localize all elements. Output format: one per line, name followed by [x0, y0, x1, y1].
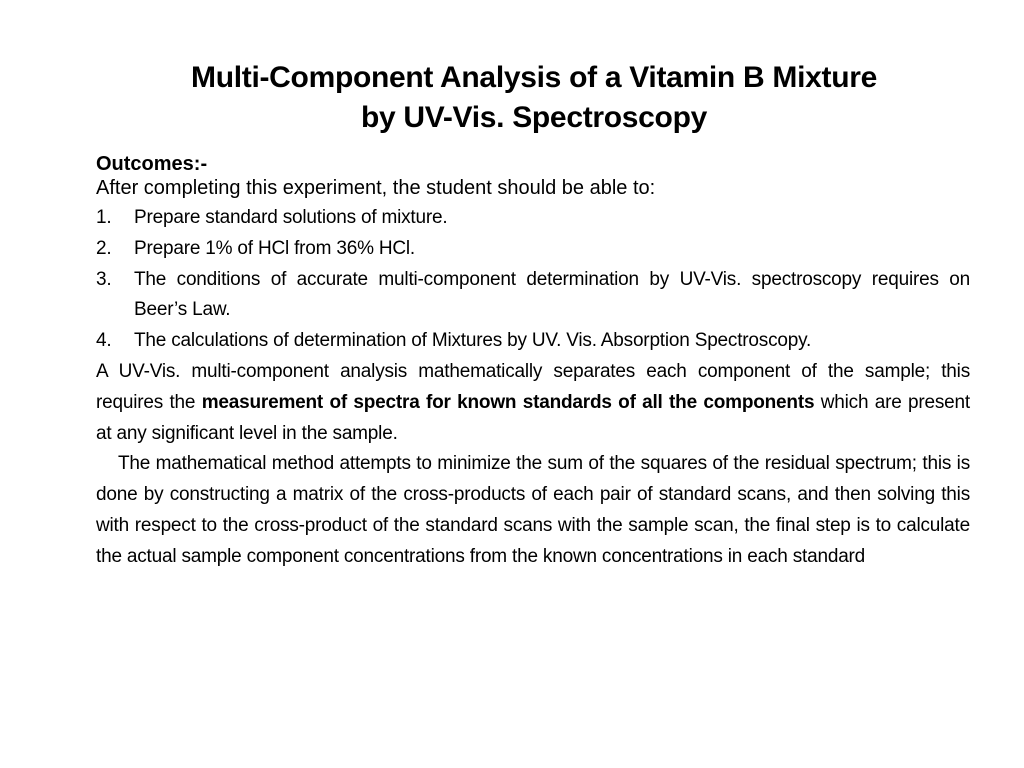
- title-line-1: Multi-Component Analysis of a Vitamin B Mixture: [191, 61, 877, 94]
- list-item-text: Prepare 1% of HCl from 36% HCl.: [134, 237, 416, 259]
- list-item-number: 2.: [96, 237, 112, 259]
- paragraph-text: which are present at any significant level in the sample.: [96, 391, 970, 444]
- paragraph-multicomponent: [96, 357, 970, 449]
- page-title: [96, 58, 972, 138]
- outcomes-intro: After completing this experiment, the student should be able to:: [96, 177, 656, 199]
- list-item-text: Prepare standard solutions of mixture.: [134, 207, 448, 228]
- outcome-list: [96, 203, 970, 357]
- list-item-text: The conditions of accurate multi-component determination by UV-Vis. spectroscopy requires on Beer’s Law.: [134, 268, 970, 321]
- list-item-text: The calculations of determination of Mixtures by UV. Vis. Absorption Spectroscopy.: [134, 330, 812, 352]
- body-text: [96, 203, 970, 573]
- paragraph-emphasis: measurement of spectra for known standards of all the components: [201, 391, 815, 413]
- list-item-number: 3.: [96, 268, 112, 290]
- slide-body: [96, 152, 970, 573]
- list-item: [96, 265, 970, 327]
- outcomes-heading: Outcomes:-: [96, 153, 208, 175]
- paragraph-text: A UV-Vis. multi-component analysis mathematically separates each component of the sample; this requires the: [96, 360, 970, 413]
- list-item-number: 4.: [96, 330, 112, 352]
- title-line-2: by UV-Vis. Spectroscopy: [360, 101, 707, 134]
- list-item-number: 1.: [96, 207, 112, 228]
- list-item: [96, 234, 970, 265]
- paragraph-method: The mathematical method attempts to minimize the sum of the squares of the residual spectrum; this is done by constructing a matrix of the cross-products of each pair of standard scans, and then solving this with respect to the cross-product of the standard scans with the sample scan, the final step is to calculate the actual sample component concentrations from the known concentrations in each standard: [96, 453, 970, 567]
- list-item: [96, 326, 970, 357]
- list-item: [96, 203, 970, 234]
